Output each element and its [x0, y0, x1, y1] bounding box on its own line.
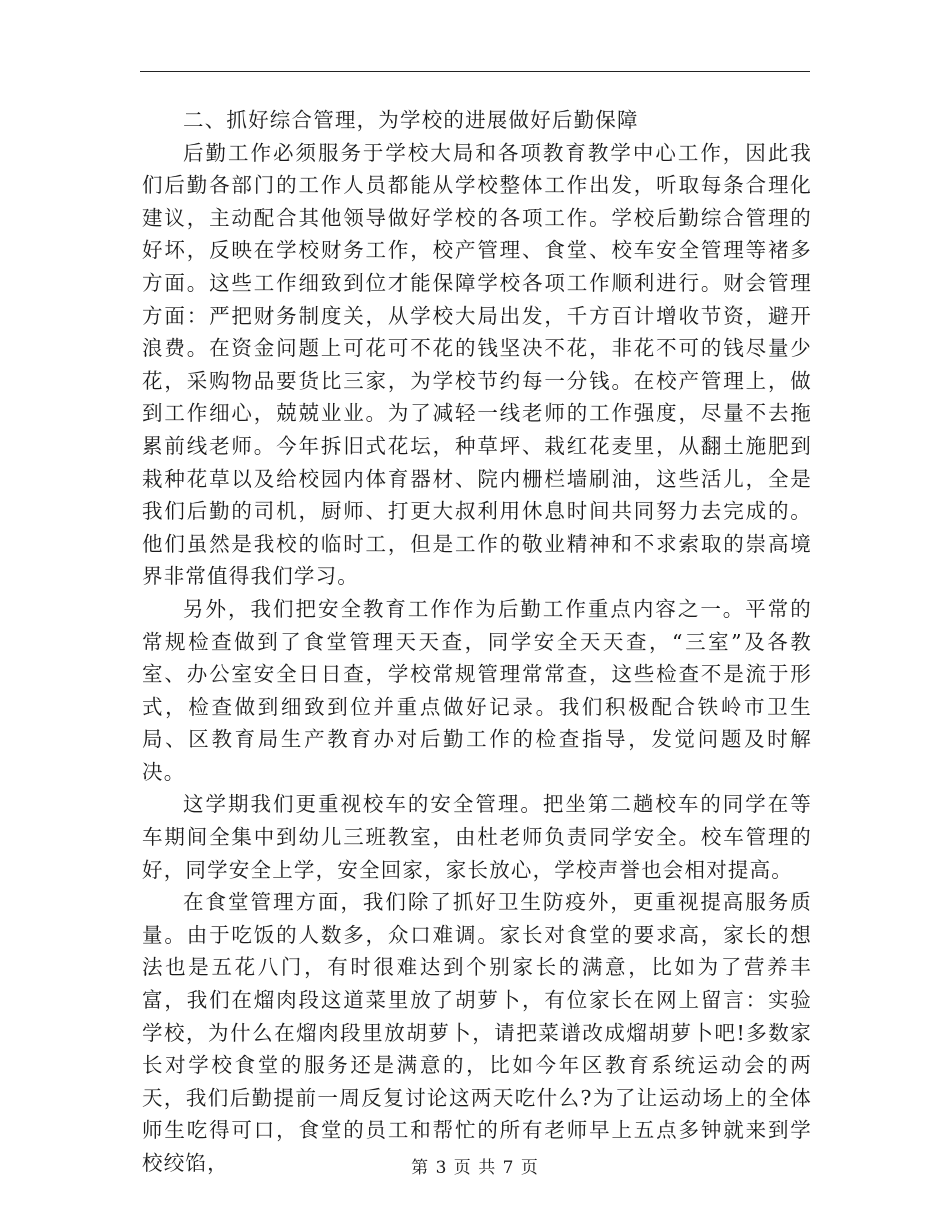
document-body: [142, 104, 812, 1180]
paragraph-canteen: 在食堂管理方面，我们除了抓好卫生防疫外，更重视提高服务质量。由于吃饭的人数多，众口难调。家长对食堂的要求高，家长的想法也是五花八门，有时很难达到个别家长的满意，比如为了营养丰富，我们在熘肉段这道菜里放了胡萝卜，有位家长在网上留言：实验学校，为什么在熘肉段里放胡萝卜，请把菜谱改成熘胡萝卜吧!多数家长对学校食堂的服务还是满意的，比如今年区教育系统运动会的两天，我们后勤提前一周反复讨论这两天吃什么?为了让运动场上的全体师生吃得可口，食堂的员工和帮忙的所有老师早上五点多钟就来到学校绞馅，: [142, 890, 812, 1175]
paragraph-safety-education: 另外，我们把安全教育工作作为后勤工作重点内容之一。平常的常规检查做到了食堂管理天天查，同学安全天天查，“三室”及各教室、办公室安全日日查，学校常规管理常常查，这些检查不是流于形式，检查做到细致到位并重点做好记录。我们积极配合铁岭市卫生局、区教育局生产教育办对后勤工作的检查指导，发觉问题及时解决。: [142, 596, 812, 784]
section-heading: 二、抓好综合管理，为学校的进展做好后勤保障: [183, 108, 639, 132]
header-rule: [140, 71, 810, 72]
page-number: 第 3 页 共 7 页: [411, 1158, 539, 1178]
paragraph-school-bus: 这学期我们更重视校车的安全管理。把坐第二趟校车的同学在等车期间全集中到幼儿三班教室，由杜老师负责同学安全。校车管理的好，同学安全上学，安全回家，家长放心，学校声誉也会相对提高。: [142, 792, 812, 882]
paragraph-logistics-management: 后勤工作必须服务于学校大局和各项教育教学中心工作，因此我们后勤各部门的工作人员都能从学校整体工作出发，听取每条合理化建议，主动配合其他领导做好学校的各项工作。学校后勤综合管理的好坏，反映在学校财务工作，校产管理、食堂、校车安全管理等褚多方面。这些工作细致到位才能保障学校各项工作顺利进行。财会管理方面：严把财务制度关，从学校大局出发，千方百计增收节资，避开浪费。在资金问题上可花可不花的钱坚决不花，非花不可的钱尽量少花，采购物品要货比三家，为学校节约每一分钱。在校产管理上，做到工作细心，兢兢业业。为了减轻一线老师的工作强度，尽量不去拖累前线老师。今年拆旧式花坛，种草坪、栽红花麦里，从翻土施肥到栽种花草以及给校园内体育器材、院内栅栏墙刷油，这些活儿，全是我们后勤的司机，厨师、打更大叔利用休息时间共同努力去完成的。他们虽然是我校的临时工，但是工作的敬业精神和不求索取的崇高境界非常值得我们学习。: [142, 140, 812, 589]
